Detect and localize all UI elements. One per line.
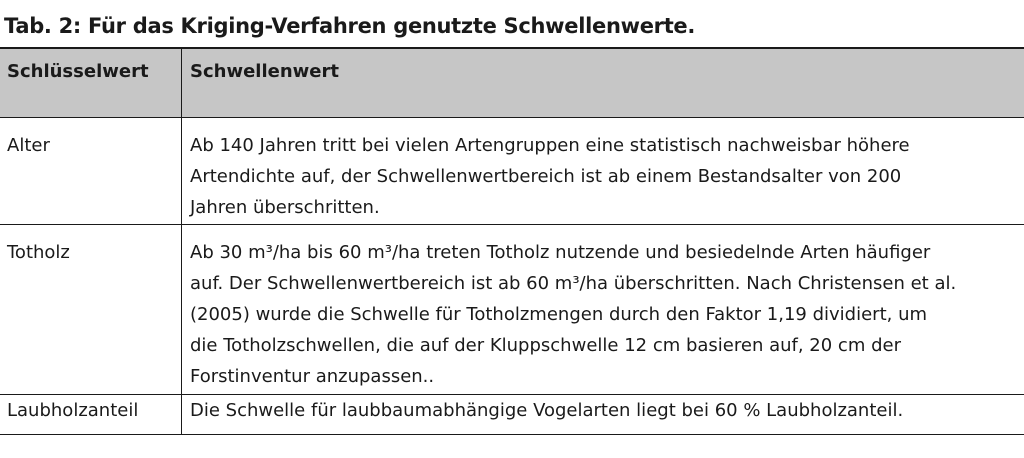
row-key: Totholz [0,225,182,394]
row-key: Laubholzanteil [0,395,182,434]
row-value: Die Schwelle für laubbaumabhängige Vogelarten liegt bei 60 % Laubholzanteil. [190,400,904,421]
row-value: Ab 30 m³/ha bis 60 m³/ha treten Totholz nutzende und besiedelnde Arten häufiger auf. Der Schwellenwertbereich ist ab 60 m³/ha überschritten. Nach Christensen et al. (2005) wurde die Schwelle für Totholzmengen durch den Faktor 1,19 dividiert, um die Totholzschwellen, die auf der Kluppschwelle 12 cm basieren auf, 20 cm der Forstinventur anzupassen.. [190,242,957,387]
table-header-row [0,49,1024,118]
table-row [0,225,1024,395]
threshold-table [0,47,1024,435]
header-value: Schwellenwert [190,61,339,82]
header-key: Schlüsselwert [0,49,182,117]
table-row [0,118,1024,225]
table-row [0,395,1024,435]
row-value: Ab 140 Jahren tritt bei vielen Artengruppen eine statistisch nachweisbar höhere Artendichte auf, der Schwellenwertbereich ist ab einem Bestandsalter von 200 Jahren überschritten. [190,135,910,218]
table-caption: Tab. 2: Für das Kriging-Verfahren genutzte Schwellenwerte. [4,14,696,38]
row-key: Alter [0,118,182,224]
